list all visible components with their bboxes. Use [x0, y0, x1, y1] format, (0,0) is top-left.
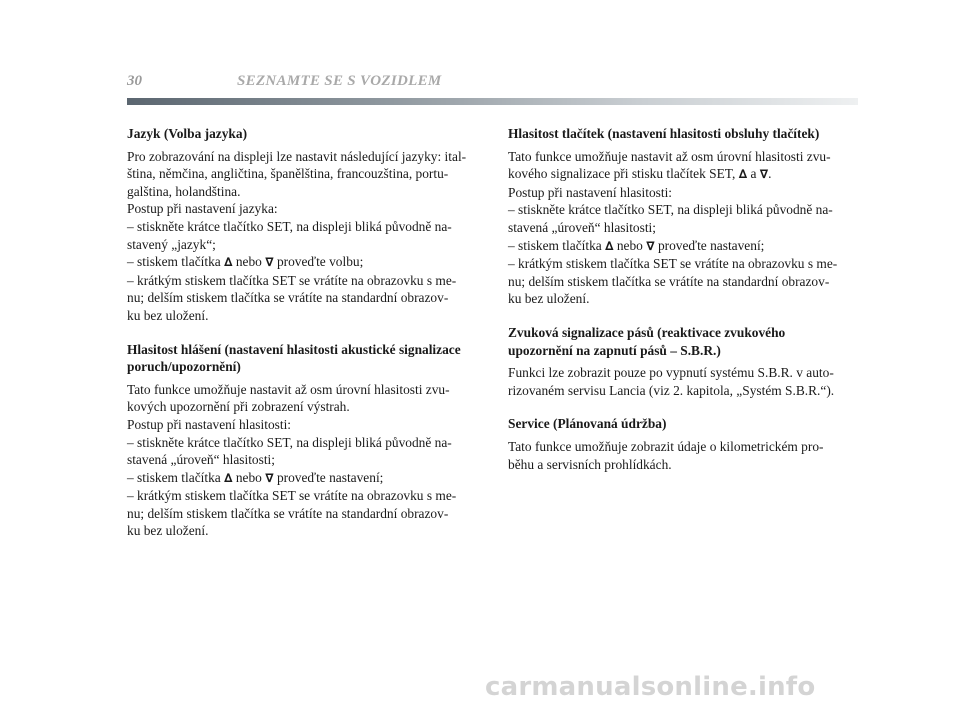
paragraph-line: galština, holandština. — [127, 183, 241, 199]
paragraph-line: Tato funkce umožňuje nastavit až osm úrovní hlasitosti zvu- — [508, 148, 831, 164]
paragraph-line: stavená „úroveň“ hlasitosti; — [127, 452, 275, 468]
paragraph-line: – krátkým stiskem tlačítka SET se vrátíte na obrazovku s me- — [508, 256, 838, 272]
left-column — [127, 125, 477, 556]
text-fragment: . — [768, 166, 772, 182]
paragraph-line: Postup při nastavení jazyka: — [127, 201, 278, 217]
paragraph-line: rizovaném servisu Lancia (viz 2. kapitola, „Systém S.B.R.“). — [508, 382, 835, 398]
header-rule — [127, 98, 858, 105]
section-title: Service (Plánovaná údržba) — [508, 416, 667, 432]
section-language — [127, 125, 477, 325]
triangle-up-icon: ∆ — [738, 167, 748, 182]
paragraph-line — [508, 237, 858, 256]
section-alert-volume — [127, 341, 477, 541]
paragraph-line: – stiskněte krátce tlačítko SET, na displeji bliká původně na- — [127, 218, 452, 234]
triangle-down-icon: ∇ — [646, 238, 655, 253]
paragraph-line: Postup při nastavení hlasitosti: — [508, 184, 673, 200]
paragraph-line: – krátkým stiskem tlačítka SET se vrátíte na obrazovku s me- — [127, 272, 457, 288]
paragraph-line: kových upozornění při zobrazení výstrah. — [127, 399, 350, 415]
section-service — [508, 415, 858, 473]
text-fragment: nebo — [235, 254, 262, 270]
paragraph-line: nu; delším stiskem tlačítka se vrátíte na standardní obrazov- — [127, 290, 449, 306]
paragraph-line: Postup při nastavení hlasitosti: — [127, 416, 292, 432]
section-title: Jazyk (Volba jazyka) — [127, 126, 248, 141]
paragraph-line: ku bez uložení. — [508, 291, 590, 307]
paragraph-line: Tato funkce umožňuje zobrazit údaje o kilometrickém pro- — [508, 438, 824, 454]
paragraph-line — [508, 165, 858, 184]
text-fragment: a — [750, 166, 757, 182]
paragraph-line: stavený „jazyk“; — [127, 236, 216, 252]
paragraph-line: běhu a servisních prohlídkách. — [508, 456, 672, 472]
watermark: carmanualsonline.info — [485, 672, 816, 702]
section-button-volume — [508, 125, 858, 308]
paragraph-line — [127, 469, 477, 488]
running-title: SEZNAMTE SE S VOZIDLEM — [237, 73, 442, 89]
paragraph-line: Tato funkce umožňuje nastavit až osm úrovní hlasitosti zvu- — [127, 381, 450, 397]
triangle-down-icon: ∇ — [265, 255, 274, 270]
paragraph-line: – krátkým stiskem tlačítka SET se vrátíte na obrazovku s me- — [127, 488, 457, 504]
text-fragment: nebo — [235, 469, 262, 485]
paragraph-line: ku bez uložení. — [127, 523, 209, 539]
text-fragment: – stiskem tlačítka — [508, 237, 602, 253]
page-number: 30 — [127, 73, 142, 89]
section-title: Hlasitost tlačítek (nastavení hlasitosti obsluhy tlačítek) — [508, 126, 820, 141]
text-fragment: proveďte volbu; — [276, 254, 364, 270]
triangle-up-icon: ∆ — [224, 255, 233, 270]
paragraph-line: ku bez uložení. — [127, 307, 209, 323]
section-title — [508, 324, 858, 359]
triangle-up-icon: ∆ — [605, 238, 614, 253]
title-line: poruch/upozornění) — [127, 359, 241, 375]
title-line: upozornění na zapnutí pásů – S.B.R.) — [508, 342, 721, 358]
paragraph-line: nu; delším stiskem tlačítka se vrátíte na standardní obrazov- — [508, 273, 830, 289]
title-line: Zvuková signalizace pásů (reaktivace zvukového — [508, 324, 786, 340]
section-seatbelt-reminder — [508, 324, 858, 399]
section-title — [127, 341, 477, 376]
paragraph-line: – stiskněte krátce tlačítko SET, na displeji bliká původně na- — [127, 434, 452, 450]
paragraph-line: ština, němčina, angličtina, španělština, francouzština, portu- — [127, 166, 449, 182]
text-fragment: – stiskem tlačítka — [127, 469, 221, 485]
paragraph-line: Funkci lze zobrazit pouze po vypnutí systému S.B.R. v auto- — [508, 365, 834, 381]
text-fragment: proveďte nastavení; — [276, 469, 384, 485]
right-column — [508, 125, 858, 489]
paragraph-line: stavená „úroveň“ hlasitosti; — [508, 219, 656, 235]
paragraph-line: – stiskněte krátce tlačítko SET, na displeji bliká původně na- — [508, 202, 833, 218]
triangle-down-icon: ∇ — [265, 470, 274, 485]
paragraph-line: nu; delším stiskem tlačítka se vrátíte na standardní obrazov- — [127, 505, 449, 521]
text-fragment: kového signalizace při stisku tlačítek SET, — [508, 166, 736, 182]
triangle-down-icon: ∇ — [759, 167, 769, 182]
paragraph-line — [127, 253, 477, 272]
text-fragment: nebo — [616, 237, 643, 253]
triangle-up-icon: ∆ — [224, 470, 233, 485]
title-line: Hlasitost hlášení (nastavení hlasitosti akustické signalizace — [127, 341, 461, 357]
paragraph-line: Pro zobrazování na displeji lze nastavit následující jazyky: ital- — [127, 148, 467, 164]
text-fragment: proveďte nastavení; — [657, 237, 765, 253]
text-fragment: – stiskem tlačítka — [127, 254, 221, 270]
